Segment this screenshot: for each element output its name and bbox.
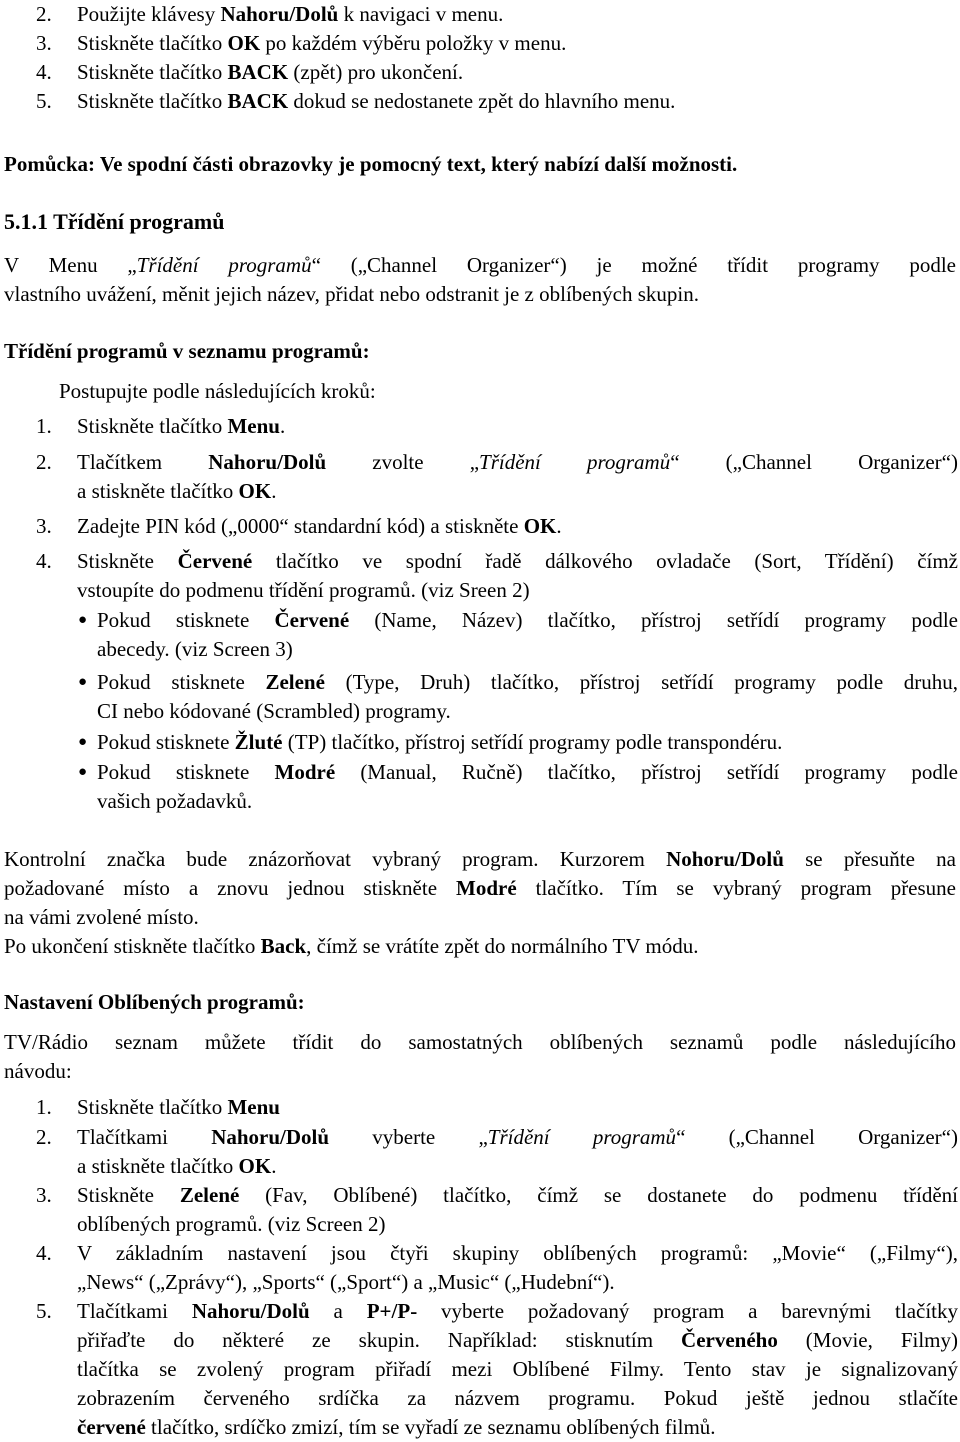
list-text: k navigaci v menu. — [338, 2, 504, 26]
hint-text: Pomůcka: Ve spodní části obrazovky je pomocný text, který nabízí další možnosti. — [4, 152, 738, 176]
list-text: (zpět) pro ukončení. — [288, 60, 464, 84]
fav-intro-line-2: návodu: — [4, 1059, 72, 1083]
bullet-icon: ● — [78, 674, 88, 690]
subheading-favorites: Nastavení Oblíbených programů: — [4, 990, 305, 1014]
key-label: Nahoru/Dolů — [220, 2, 339, 26]
list-number: 5. — [36, 89, 52, 113]
bullet-icon: ● — [78, 764, 88, 780]
list-text: Stiskněte tlačítko — [77, 89, 228, 113]
key-label: BACK — [227, 60, 289, 84]
list-text: Použijte klávesy — [77, 2, 221, 26]
control-line-3: na vámi zvolené místo. — [4, 905, 199, 929]
list-number: 3. — [36, 31, 52, 55]
intro-line-2: vlastního uvážení, měnit jejich název, přidat nebo odstranit je z oblíbených skupin. — [4, 282, 699, 306]
list-text: po každém výběru položky v menu. — [260, 31, 567, 55]
menu-name: Třídění programů — [136, 253, 312, 277]
bullet-icon: ● — [78, 734, 88, 750]
list-text: Stiskněte tlačítko — [77, 60, 228, 84]
control-line-1: Kontrolní značka bude znázorňovat vybraný program. Kurzorem Nohoru/Dolů se přesuňte na — [4, 847, 956, 871]
subheading-sort: Třídění programů v seznamu programů: — [4, 339, 370, 363]
list-number: 4. — [36, 60, 52, 84]
bullet-icon: ● — [78, 612, 88, 628]
key-label: OK — [227, 31, 261, 55]
section-title: 5.1.1 Třídění programů — [4, 209, 225, 234]
key-label: BACK — [227, 89, 289, 113]
control-line-4: Po ukončení stiskněte tlačítko Back, čímž se vrátíte zpět do normálního TV módu. — [4, 934, 699, 958]
list-text: dokud se nedostanete zpět do hlavního menu. — [288, 89, 676, 113]
fav-intro-line-1: TV/Rádio seznam můžete třídit do samostatných oblíbených seznamů podle následujícího — [4, 1030, 956, 1054]
control-line-2: požadované místo a znovu jednou stiskněte Modré tlačítko. Tím se vybraný program přesune — [4, 876, 957, 900]
steps-intro: Postupujte podle následujících kroků: — [59, 379, 376, 403]
document-page: 2. Použijte klávesy Nahoru/Dolů k navigaci v menu. 3. Stiskněte tlačítko OK po každém výběru položky v menu. 4. Stiskněte tlačítko BACK (zpět) pro ukončení. 5. Stiskněte tlačítko BACK dokud se nedostanete zpět do hlavního menu. Pomůcka: Ve spodní části obrazovky je pomocný text, který nabízí další možnosti. 5.1.1 Třídění programů V Menu „Třídění programů“ („Channel Organizer“) je možné třídit programy podle vlastního uvážení, měnit jejich název, přidat nebo odstranit je z oblíbených skupin. Třídění programů v seznamu programů: Postupujte podle následujících kroků: 1. Stiskněte tlačítko Menu. 2. Tlačítkem Nahoru/Dolů zvolte „Třídění programů“ („Channel Organizer“) a stiskněte tlačítko OK. 3. Zadejte PIN kód („0000“ standardní kód) a stiskněte OK. 4. Stiskněte Červené tlačítko ve spodní řadě dálkového ovladače (Sort, Třídění) čímž vstoupíte do podmenu třídění programů. (viz Sreen 2) ● Pokud stisknete Červené (Name, Název) tlačítko, přístroj setřídí programy podle abecedy. (viz Screen 3) ● Pokud stisknete Zelené (Type, Druh) tlačítko, přístroj setřídí programy podle druhu, CI nebo kódované (Scrambled) programy. ● Pokud stisknete Žluté (TP) tlačítko, přístroj setřídí programy podle transpondéru. ● Pokud stisknete Modré (Manual, Ručně) tlačítko, přístroj setřídí programy podle vašich požadavků. Kontrolní značka bude znázorňovat vybraný program. Kurzorem Nohoru/Dolů se přesuňte na požadované místo a znovu jednou stiskněte Modré tlačítko. Tím se vybraný program přesune na vámi zvolené místo. Po ukončení stiskněte tlačítko Back, čímž se vrátíte zpět do normálního TV módu. Nastavení Oblíbených programů: TV/Rádio seznam můžete třídit do samostatných oblíbených seznamů podle následujícího návodu: 1. Stiskněte tlačítko Menu 2. Tlačítkami Nahoru/Dolů vyberte „Třídění programů“ („Channel Organizer“) a stiskněte tlačítko OK. 3. Stiskněte Zelené (Fav, Oblíbené) tlačítko, čímž se dostanete do podmenu třídění oblíbených programů. (viz Screen 2) 4. V základním nastavení jsou čtyři skupiny oblíbených programů: „Movie“ („Filmy“), „News“ („Zprávy“), „Sports“ („Sport“) a „Music“ („Hudební“). 5. Tlačítkami Nahoru/Dolů a P+/P- vyberte požadovaný program a barevnými tlačítky přiřaďte do některé ze skupin. Například: stisknutím Červeného (Movie, Filmy) tlačítka se zvolený program přiřadí mezi Oblíbené Filmy. Tento stav je signalizovaný zobrazením červeného srdíčka za názvem programu. Pokud ještě jednou stlačíte červené tlačítko, srdíčko zmizí, tím se vyřadí ze seznamu oblíbených filmů. — [0, 0, 960, 1442]
list-number: 2. — [36, 2, 52, 26]
list-text: Stiskněte tlačítko — [77, 31, 228, 55]
intro-line-1: V Menu „Třídění programů“ („Channel Organizer“) je možné třídit programy podle — [4, 253, 957, 277]
